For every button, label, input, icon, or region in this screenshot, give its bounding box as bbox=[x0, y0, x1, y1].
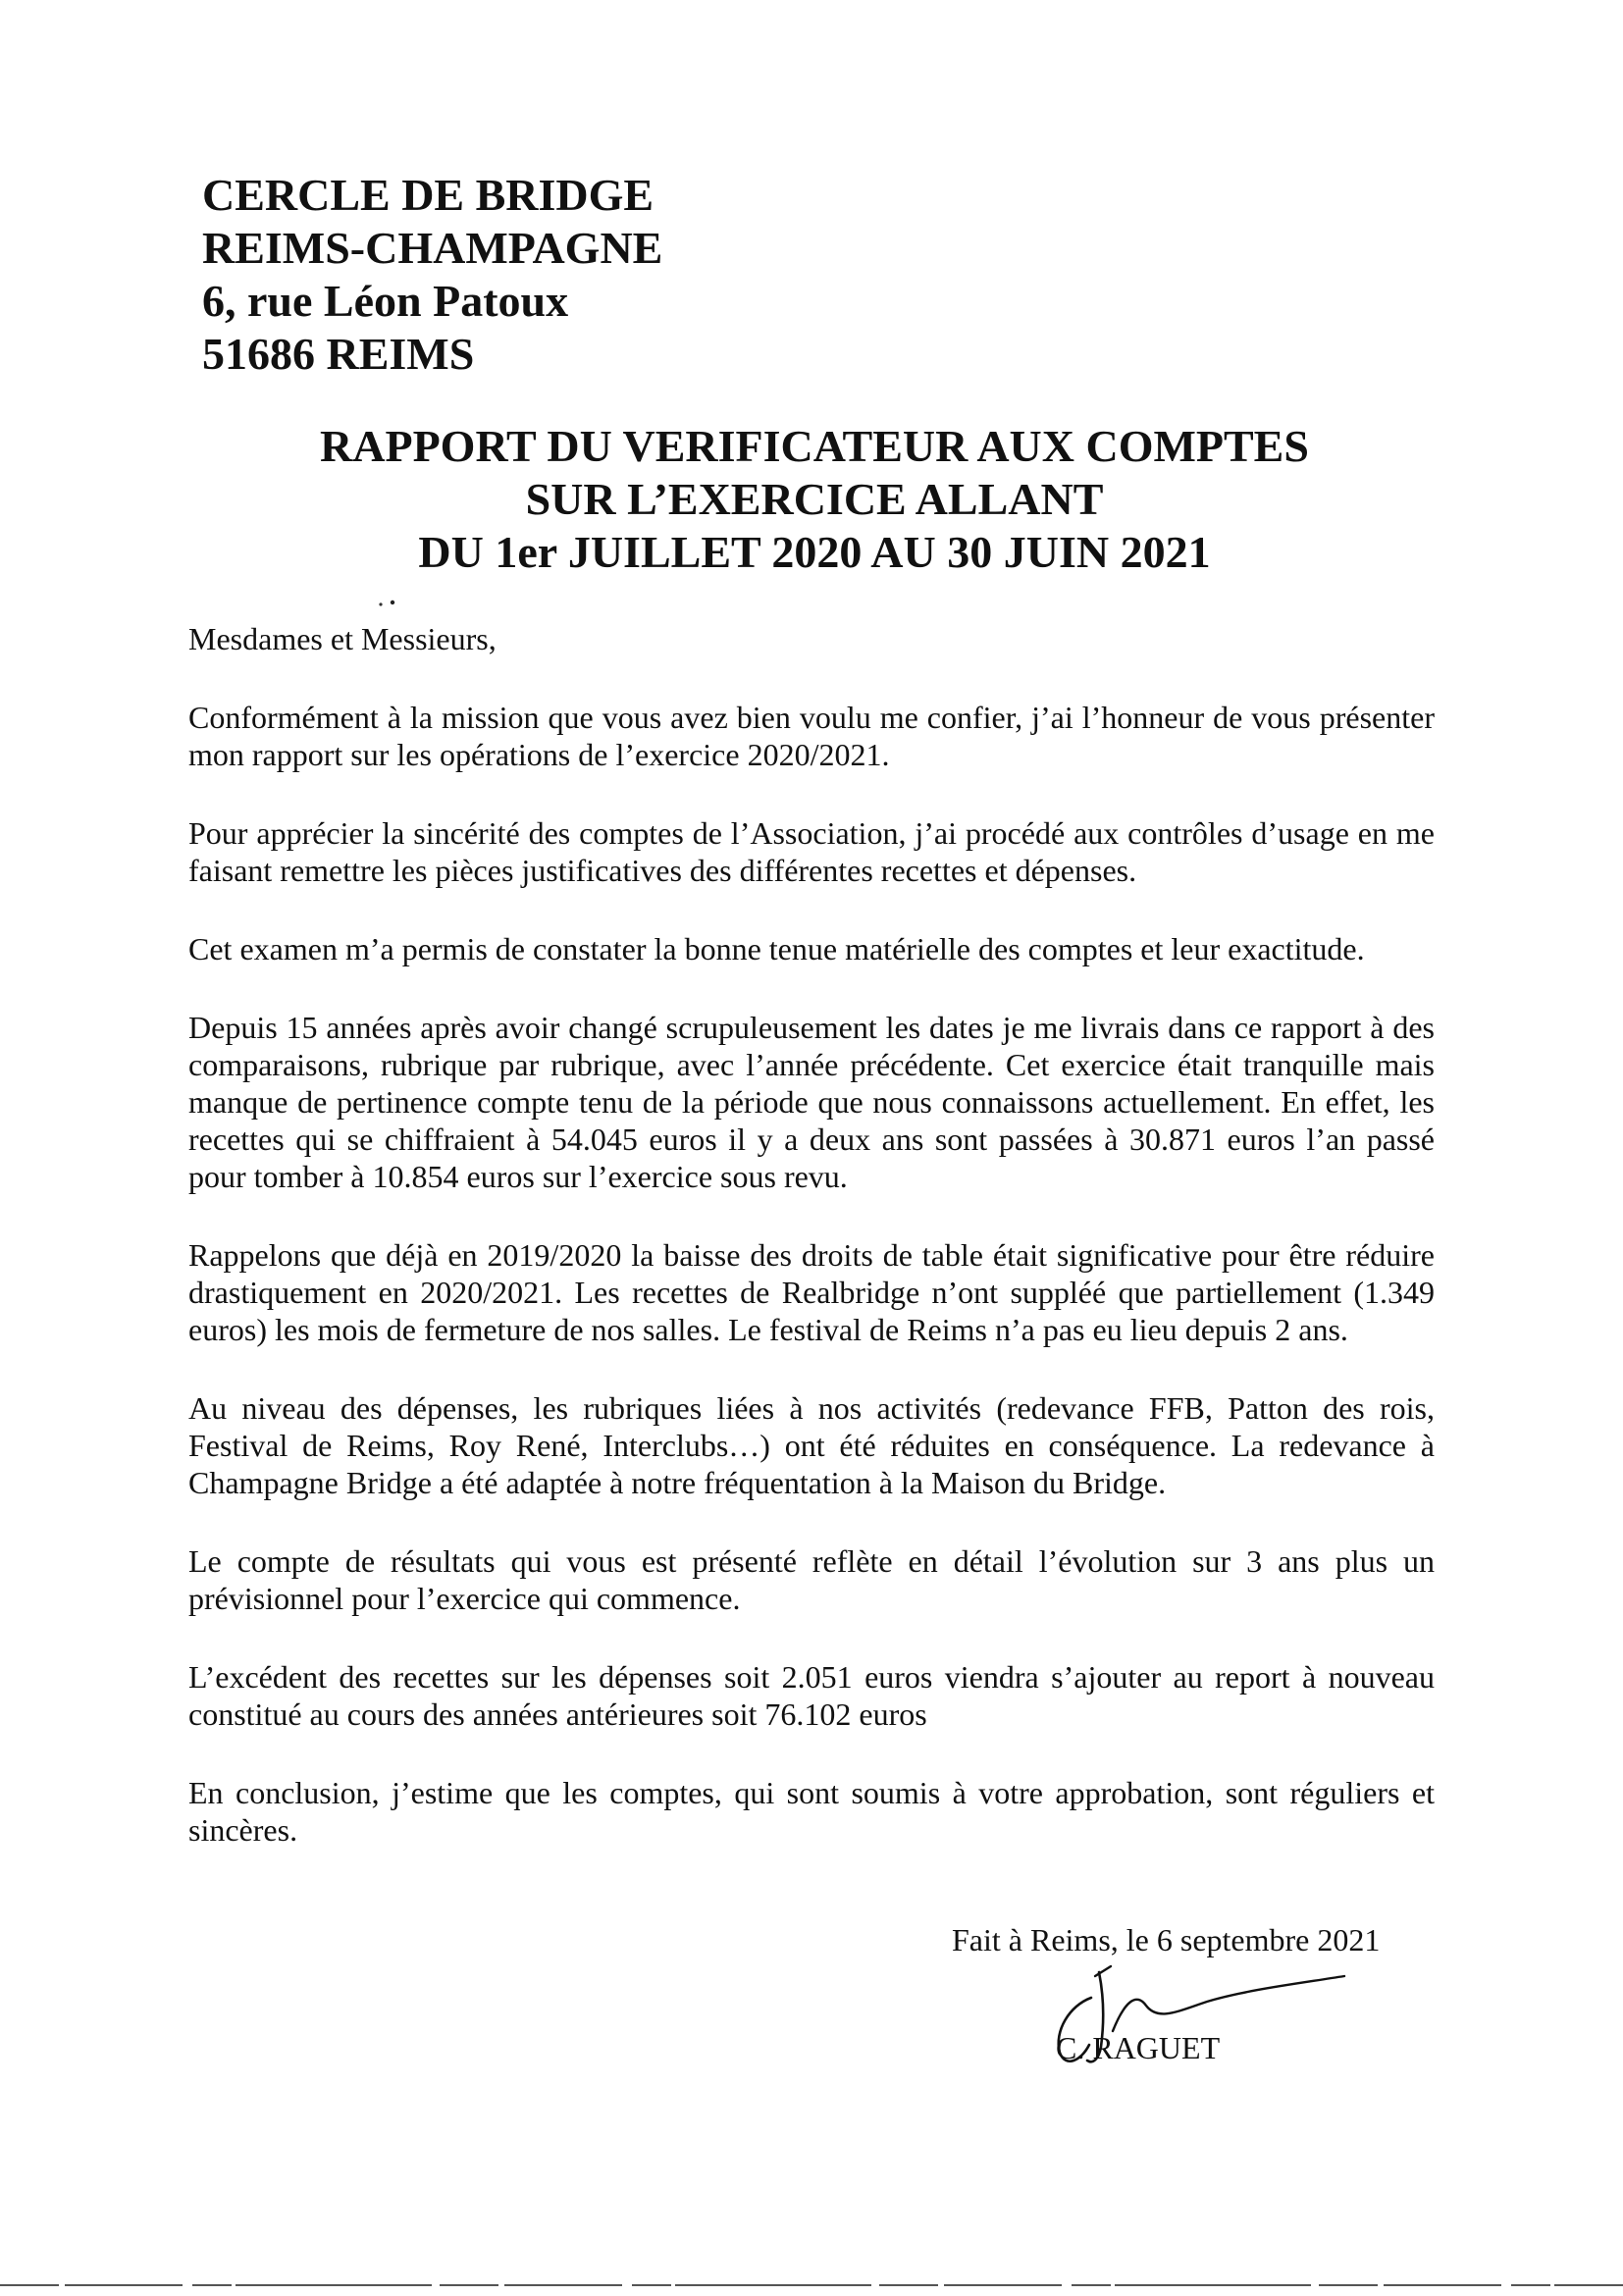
letterhead-street: 6, rue Léon Patoux bbox=[202, 276, 569, 326]
letterhead-org-line2: REIMS-CHAMPAGNE bbox=[202, 223, 663, 273]
scan-edge-line bbox=[0, 2282, 1623, 2288]
report-title-line3: DU 1er JUILLET 2020 AU 30 JUIN 2021 bbox=[418, 527, 1211, 577]
paragraph-surplus: L’excédent des recettes sur les dépenses soit 2.051 euros viendra s’ajouter au report à nouveau constitué au cours des années antérieures soit 76.102 euros bbox=[188, 1659, 1435, 1732]
paragraph-controls: Pour apprécier la sincérité des comptes de l’Association, j’ai procédé aux contrôles d’usage en me faisant remettre les pièces justificatives des différentes recettes et dépenses. bbox=[188, 815, 1435, 888]
paragraph-mission: Conformément à la mission que vous avez bien voulu me confier, j’ai l’honneur de vous présenter mon rapport sur les opérations de l’exercice 2020/2021. bbox=[188, 700, 1435, 772]
scan-speck bbox=[378, 599, 399, 608]
report-title-line1: RAPPORT DU VERIFICATEUR AUX COMPTES bbox=[320, 421, 1309, 471]
report-title-line2: SUR L’EXERCICE ALLANT bbox=[525, 474, 1104, 524]
salutation: Mesdames et Messieurs, bbox=[188, 621, 497, 656]
report-body bbox=[188, 620, 1435, 1890]
signer-name: C. RAGUET bbox=[1056, 2030, 1221, 2065]
paragraph-comparisons: Depuis 15 années après avoir changé scrupuleusement les dates je me livrais dans ce rapport à des comparaisons, rubrique par rubrique, avec l’année précédente. Cet exercice était tranquille mais manque de pertinence compte tenu de la période que nous connaissons actuellement. En effet, les recettes qui se chiffraient à 54.045 euros il y a deux ans sont passées à 30.871 euros l’an passé pour tomber à 10.854 euros sur l’exercice sous revu. bbox=[188, 1010, 1435, 1194]
report-title bbox=[236, 420, 1393, 579]
paragraph-exactitude: Cet examen m’a permis de constater la bonne tenue matérielle des comptes et leur exactitude. bbox=[188, 931, 1365, 966]
paragraph-results: Le compte de résultats qui vous est présenté reflète en détail l’évolution sur 3 ans plus un prévisionnel pour l’exercice qui commence. bbox=[188, 1543, 1435, 1616]
paragraph-revenues: Rappelons que déjà en 2019/2020 la baisse des droits de table était significative pour être réduire drastiquement en 2020/2021. Les recettes de Realbridge n’ont suppléé que partiellement (1.349 euros) les mois de fermeture de nos salles. Le festival de Reims n’a pas eu lieu depuis 2 ans. bbox=[188, 1237, 1435, 1347]
place-date: Fait à Reims, le 6 septembre 2021 bbox=[952, 1922, 1381, 1957]
paragraph-expenses: Au niveau des dépenses, les rubriques liées à nos activités (redevance FFB, Patton des rois, Festival de Reims, Roy René, Interclubs…) ont été réduites en conséquence. La redevance à Champagne Bridge a été adaptée à notre fréquentation à la Maison du Bridge. bbox=[188, 1390, 1435, 1500]
letterhead-org-line1: CERCLE DE BRIDGE bbox=[202, 170, 654, 220]
letterhead-city: 51686 REIMS bbox=[202, 329, 475, 379]
paragraph-conclusion: En conclusion, j’estime que les comptes, qui sont soumis à votre approbation, sont réguliers et sincères. bbox=[188, 1775, 1435, 1848]
letterhead bbox=[202, 169, 662, 381]
